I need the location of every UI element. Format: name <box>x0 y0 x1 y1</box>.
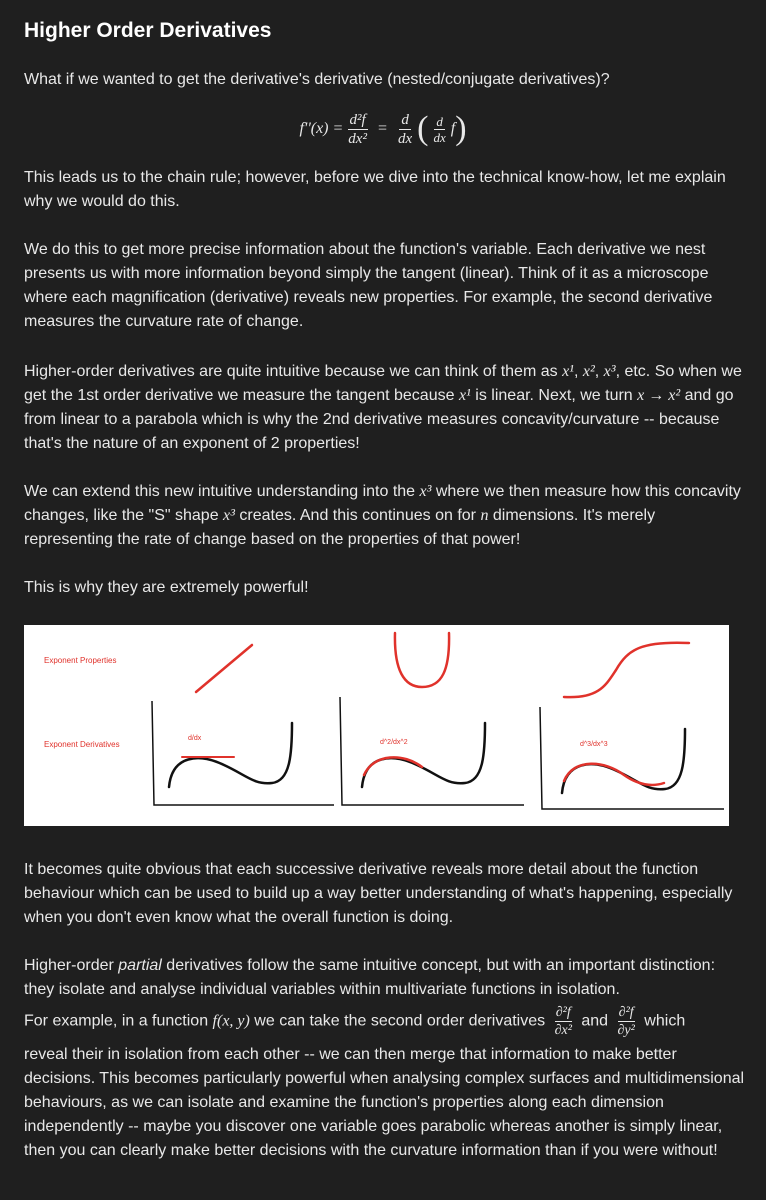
curve-1 <box>169 723 292 787</box>
partial-paragraph: Higher-order partial derivatives follow the same intuitive concept, but with an important distinction: they isolate and analyse individual variables within multivariate functions in isolation. <box>24 957 716 998</box>
axes-3 <box>540 707 724 809</box>
curve-2 <box>362 723 485 787</box>
second-derivative-equation: f''(x) = $\frac{\text{d²f}}{\text{dx²}}$ = $\frac{d}{dx}$ ( $\frac{d}{dx}$ f ) <box>299 110 467 147</box>
concavity-change-3 <box>564 764 664 785</box>
equation-lhs: f''(x) = <box>299 120 344 137</box>
axes-1 <box>152 701 334 805</box>
s-curve-sketch <box>564 643 689 697</box>
chain-rule-paragraph: This leads us to the chain rule; however, before we dive into the technical know-how, let me explain why we would do this. <box>24 169 726 210</box>
label-d-dx: d/dx <box>188 735 202 742</box>
label-d3-dx3: d^3/dx^3 <box>580 741 608 748</box>
hand-drawn-sketch <box>24 625 729 826</box>
parabola-sketch <box>395 633 449 687</box>
row-label-properties: Exponent Properties <box>44 656 117 665</box>
intro-paragraph: What if we wanted to get the derivative's derivative (nested/conjugate derivatives)? <box>24 71 610 88</box>
precision-paragraph: We do this to get more precise information about the function's variable. Each derivative we nest presents us with more information beyond simply the tangent (linear). Think of it as a microscope where each magnification (derivative) reveals new properties. For example, the second derivative measures the curvature rate of change. <box>24 241 713 330</box>
intuition-paragraph: Higher-order derivatives are quite intuitive because we can think of them as x¹, x², x³, etc. So when we get the 1st order derivative we measure the tangent because x¹ is linear. Next, we turn x → x² and go from linear to a parabola which is why the 2nd derivative measures concavity/curvature -- because that's the nature of an exponent of 2 properties! <box>24 363 742 452</box>
axes-2 <box>340 697 524 805</box>
label-d2-dx2: d^2/dx^2 <box>380 739 408 746</box>
curve-3 <box>562 729 685 793</box>
powerful-paragraph: This is why they are extremely powerful! <box>24 579 309 596</box>
extension-paragraph: We can extend this new intuitive understanding into the x³ where we then measure how this concavity changes, like the "S" shape x³ creates. And this continues on for n dimensions. It's merely representing the rate of change based on the properties of that power! <box>24 483 741 548</box>
row-label-derivatives: Exponent Derivatives <box>44 740 120 749</box>
equation-inner: f <box>450 120 456 137</box>
equation-fraction-1: $\frac{\text{d²f}}{\text{dx²}}$ <box>348 111 367 147</box>
linear-sketch <box>196 645 252 692</box>
exponent-sketch-figure <box>24 625 729 826</box>
curvature-2 <box>364 757 422 775</box>
equation-fraction-2: $\frac{d}{dx}$ <box>397 111 413 147</box>
page-title: Higher Order Derivatives <box>24 19 272 42</box>
partial-conclusion-paragraph: reveal their in isolation from each other -- we can then merge that information to make better decisions. This becomes particularly powerful when analysing complex surfaces and multidimensional behaviours, as we can isolate and examine the function's properties along each dimension independently -- maybe you discover one variable goes parabolic whereas another is simply linear, then you can clearly make better decisions with the curvature information than if you were without! <box>24 1046 745 1159</box>
partial-yy-fraction: $\frac{\text{∂²f}}{\text{∂y²}}$ <box>617 1005 635 1038</box>
partial-xx-fraction: $\frac{\text{∂²f}}{\text{∂x²}}$ <box>554 1005 572 1038</box>
partial-example-line: For example, in a function f(x, y) we can take the second order derivatives $\frac{\text{∂²f}}{\text{∂x²}}$ and $\frac{\text{∂²f}}{\text{∂y²}}$ which <box>24 1005 686 1038</box>
detail-paragraph: It becomes quite obvious that each successive derivative reveals more detail about the function behaviour which can be used to build up a way better understanding of what's happening, especially when you don't even know what the overall function is doing. <box>24 861 733 926</box>
equation-fraction-3: $\frac{d}{dx}$ <box>433 113 446 145</box>
